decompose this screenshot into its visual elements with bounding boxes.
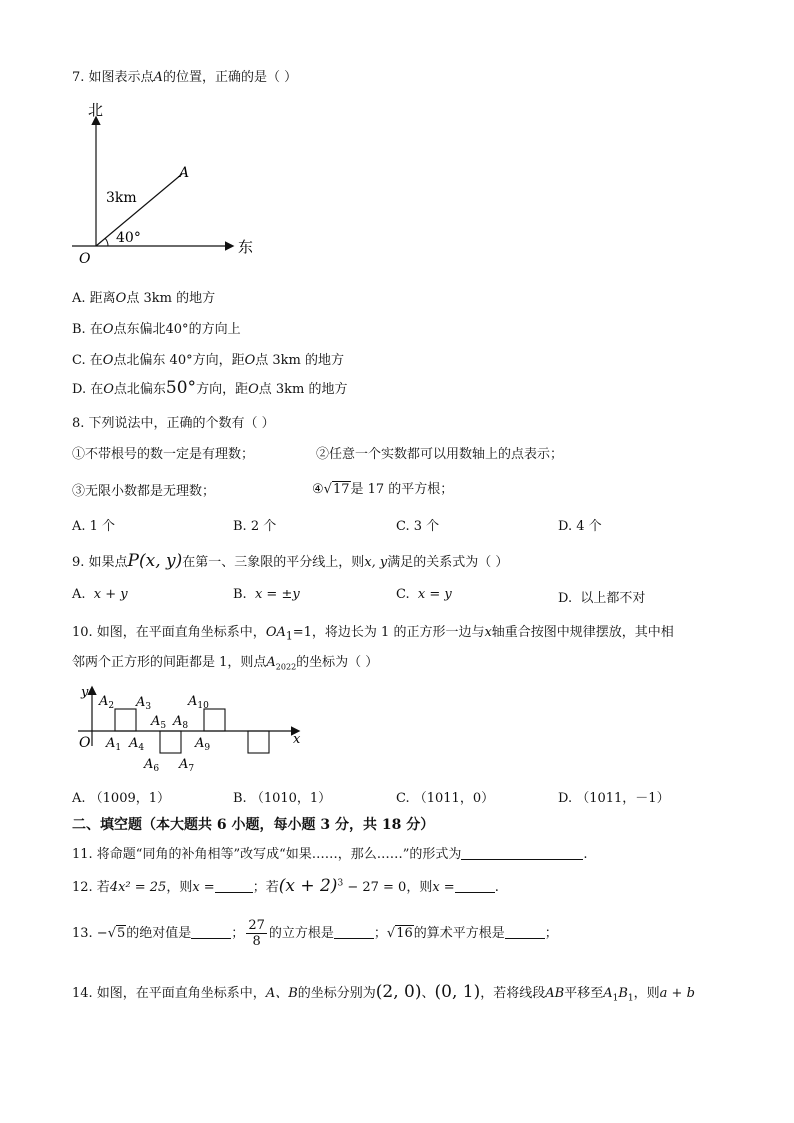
q8-statement-1: ①不带根号的数一定是有理数； bbox=[72, 447, 255, 462]
q8-statement-3: ③无限小数都是无理数； bbox=[72, 484, 216, 499]
q7-option-b[interactable]: B. 在O点东偏北40°的方向上 bbox=[72, 322, 241, 337]
q10-square-4 bbox=[248, 731, 269, 753]
q7-origin-label: O bbox=[79, 251, 91, 267]
q10-label-a6 bbox=[143, 757, 159, 774]
q13-answer-blank-3[interactable] bbox=[505, 924, 545, 939]
q10-figure bbox=[70, 684, 320, 776]
q10-option-c[interactable]: C. （1011，0） bbox=[396, 791, 495, 806]
q9-option-a[interactable]: A. x + y bbox=[72, 587, 128, 602]
q8-stem: 8. 下列说法中，正确的个数有（ ） bbox=[72, 416, 275, 431]
q12-answer-blank-2[interactable] bbox=[455, 878, 495, 893]
fraction-27-8: $\frac{27}{8}$ bbox=[248, 918, 265, 949]
q7-point-label: A bbox=[179, 165, 190, 181]
q10-label-a9 bbox=[194, 736, 210, 753]
q13-answer-blank-1[interactable] bbox=[191, 924, 231, 939]
q10-option-a[interactable]: A. （1009，1） bbox=[72, 791, 171, 806]
q8-statement-2: ②任意一个实数都可以用数轴上的点表示； bbox=[316, 447, 564, 462]
q7-distance-label: 3km bbox=[106, 190, 137, 206]
q7-stem bbox=[72, 66, 297, 85]
q8-option-d[interactable]: D. 4 个 bbox=[558, 519, 602, 534]
q14: 14. 如图，在平面直角坐标系中，A、B的坐标分别为(2, 0)、(0, 1)，若将线段AB平移至$A_1B_1$，则a + b bbox=[72, 982, 695, 1004]
q10-label-a5 bbox=[150, 714, 166, 731]
q11-answer-blank[interactable] bbox=[461, 845, 583, 860]
sqrt-16: √16 bbox=[386, 926, 413, 941]
q12: 12. 若4x² = 25，则x = ；若$(x + 2)^3 - 27 = 0$，则x = . bbox=[72, 876, 499, 896]
q13-answer-blank-2[interactable] bbox=[334, 924, 374, 939]
q10-x-label: x bbox=[293, 732, 301, 747]
q7-figure bbox=[70, 96, 270, 271]
q10-label-a4 bbox=[128, 736, 144, 753]
q7-angle-arc bbox=[105, 238, 108, 246]
q7-option-a[interactable]: A. 距离O点 3km 的地方 bbox=[72, 291, 216, 306]
q9-option-b[interactable]: B. x = ±y bbox=[233, 587, 300, 602]
svg-text:A1: $A_1$ bbox=[106, 736, 122, 753]
q7-option-d[interactable]: D. 在O点北偏东50°方向，距O点 3km 的地方 bbox=[72, 378, 348, 398]
q8-option-a[interactable]: A. 1 个 bbox=[72, 519, 116, 534]
svg-text:A3: $A_3$ bbox=[136, 695, 152, 712]
svg-text:A10: $A_{10}$ bbox=[188, 694, 209, 711]
sqrt-5: √5 bbox=[107, 926, 126, 941]
q10-y-label: y bbox=[81, 685, 89, 700]
q10-label-a2 bbox=[98, 694, 114, 711]
q11: 11. 将命题“同角的补角相等”改写成“如果……，那么……”的形式为 . bbox=[72, 847, 588, 862]
q10-origin-label: O bbox=[79, 735, 91, 751]
section-2-title: 二、填空题（本大题共 6 小题，每小题 3 分，共 18 分） bbox=[72, 817, 435, 833]
svg-text:A9: $A_9$ bbox=[195, 736, 211, 753]
q9-stem: 9. 如果点P(x, y)在第一、三象限的平分线上，则x, y满足的关系式为（ ） bbox=[72, 551, 509, 571]
q10-stem-line2: 邻两个正方形的间距都是 1，则点$A_{2022}$的坐标为（ ） bbox=[72, 655, 379, 672]
q8-option-b[interactable]: B. 2 个 bbox=[233, 519, 277, 534]
q10-square-2 bbox=[160, 731, 181, 753]
q10-label-a10 bbox=[187, 694, 209, 711]
svg-text:A8: $A_8$ bbox=[173, 714, 189, 731]
q9-option-c[interactable]: C. x = y bbox=[396, 587, 452, 602]
q10-label-a7 bbox=[178, 757, 194, 774]
q10-option-b[interactable]: B. （1010，1） bbox=[233, 791, 332, 806]
q10-option-d[interactable]: D. （1011，－1） bbox=[558, 791, 670, 806]
sqrt-17: √17 bbox=[323, 482, 350, 497]
q10-square-1 bbox=[115, 709, 136, 731]
svg-text:A4: $A_4$ bbox=[129, 736, 145, 753]
q10-stem-line1: 10. 如图，在平面直角坐标系中，$OA_1=1$，将边长为 1 的正方形一边与x轴重合按图中规律摆放，其中相 bbox=[72, 625, 674, 643]
q7-stem-b: 的位置，正确的是（ ） bbox=[162, 70, 298, 85]
q8-option-c[interactable]: C. 3 个 bbox=[396, 519, 440, 534]
svg-text:A5: $A_5$ bbox=[151, 714, 167, 731]
svg-text:A7: $A_7$ bbox=[179, 757, 195, 774]
q9-option-d[interactable]: D. 以上都不对 bbox=[558, 591, 646, 606]
q10-label-a1 bbox=[105, 736, 121, 753]
q7-point: A bbox=[153, 70, 163, 85]
svg-text:A6: $A_6$ bbox=[144, 757, 160, 774]
q10-label-a3 bbox=[135, 695, 151, 712]
q8-statement-4: ④√17是 17 的平方根； bbox=[312, 482, 454, 497]
q13: 13. −√5的绝对值是 ； $\frac{27}{8}$ 的立方根是 ；√16的算术平方根是 ； bbox=[72, 918, 558, 949]
q7-stem-a: 7. 如图表示点 bbox=[72, 70, 154, 85]
q7-north-label: 北 bbox=[88, 101, 104, 119]
svg-text:A2: $A_2$ bbox=[99, 694, 115, 711]
q10-label-a8 bbox=[172, 714, 188, 731]
q12-answer-blank-1[interactable] bbox=[215, 878, 253, 893]
q7-east-label: 东 bbox=[238, 238, 254, 256]
q7-option-c[interactable]: C. 在O点北偏东 40°方向，距O点 3km 的地方 bbox=[72, 353, 345, 368]
q10-square-3 bbox=[204, 709, 225, 731]
q7-angle-label: 40° bbox=[116, 230, 141, 246]
